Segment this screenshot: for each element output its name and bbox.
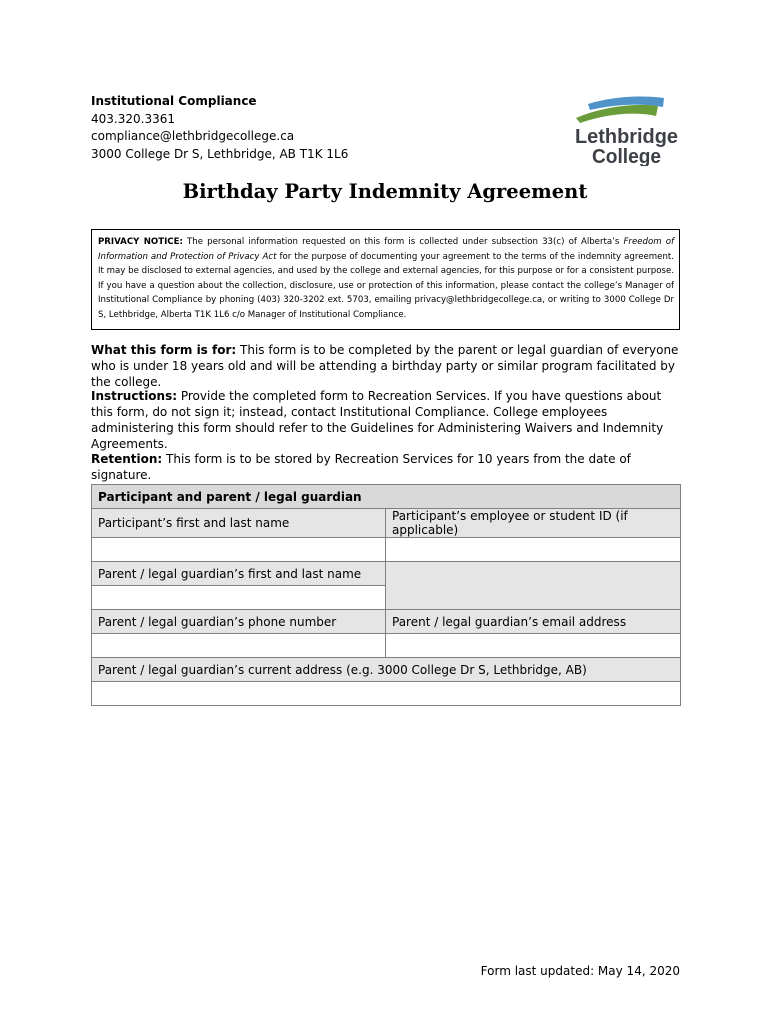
retention-label: Retention: bbox=[91, 452, 163, 466]
privacy-text-2: for the purpose of documenting your agreement to the terms of the indemnity agreement. It may be disclosed to external agencies, and used by the college and external agencies, for this purpose or for a consistent purpose. If you have a question about the collection, disclosure, use or protection of this information, please contact the college’s Manager of Institutional Compliance by phoning (403) 320-3202 ext. 5703, emailing privacy@lethbridgecollege.ca, or writing to 3000 College Dr S, Lethbridge, Alberta T1K 1L6 c/o Manager of Institutional Compliance. bbox=[98, 251, 674, 320]
retention bbox=[91, 451, 681, 483]
retention-text: This form is to be stored by Recreation Services for 10 years from the date of signature. bbox=[91, 452, 631, 482]
guardian-email-field[interactable] bbox=[386, 634, 681, 658]
instructions-text: Provide the completed form to Recreation Services. If you have questions about this form, do not sign it; instead, contact Institutional Compliance. College employees administering this form should refer to the Guidelines for Administering Waivers and Indemnity Agreements. bbox=[91, 389, 664, 451]
logo-line2: College bbox=[592, 146, 661, 166]
privacy-notice bbox=[91, 229, 680, 330]
contact-phone: 403.320.3361 bbox=[91, 111, 175, 126]
guardian-name-label: Parent / legal guardian’s first and last name bbox=[92, 562, 386, 586]
privacy-text-1: The personal information requested on this form is collected under subsection 33(c) of Alberta’s bbox=[182, 237, 624, 247]
what-text: This form is to be completed by the parent or legal guardian of everyone who is under 18 years old and will be attending a birthday party or similar program facilitated by the college. bbox=[91, 343, 679, 389]
unused-shaded-cell bbox=[386, 562, 681, 610]
participant-name-field[interactable] bbox=[92, 538, 386, 562]
what-label: What this form is for: bbox=[91, 343, 237, 357]
participant-name-label: Participant’s first and last name bbox=[92, 509, 386, 538]
guardian-email-label: Parent / legal guardian’s email address bbox=[386, 610, 681, 634]
contact-email: compliance@lethbridgecollege.ca bbox=[91, 129, 295, 143]
participant-id-field[interactable] bbox=[386, 538, 681, 562]
form-last-updated: Form last updated: May 14, 2020 bbox=[480, 964, 680, 978]
participant-id-label: Participant’s employee or student ID (if applicable) bbox=[386, 509, 681, 538]
what-this-form-is-for bbox=[91, 342, 681, 390]
guardian-phone-label: Parent / legal guardian’s phone number bbox=[92, 610, 386, 634]
participant-form-table bbox=[91, 484, 681, 706]
privacy-label: PRIVACY NOTICE: bbox=[98, 237, 183, 247]
contact-address: 3000 College Dr S, Lethbridge, AB T1K 1L6 bbox=[91, 146, 349, 161]
guardian-address-field[interactable] bbox=[92, 682, 681, 706]
instructions bbox=[91, 388, 681, 452]
instructions-label: Instructions: bbox=[91, 389, 178, 403]
logo-green-swoosh bbox=[576, 105, 658, 123]
form-section-header: Participant and parent / legal guardian bbox=[92, 485, 681, 509]
guardian-phone-field[interactable] bbox=[92, 634, 386, 658]
guardian-address-label: Parent / legal guardian’s current address (e.g. 3000 College Dr S, Lethbridge, AB) bbox=[92, 658, 681, 682]
college-logo bbox=[574, 92, 682, 166]
guardian-name-field[interactable] bbox=[92, 586, 386, 610]
contact-block bbox=[91, 93, 348, 163]
page-title: Birthday Party Indemnity Agreement bbox=[182, 180, 588, 203]
privacy-act: Freedom of Information and Protection of Privacy Act bbox=[98, 237, 675, 262]
logo-line1: Lethbridge bbox=[575, 126, 678, 148]
contact-org: Institutional Compliance bbox=[91, 94, 257, 108]
